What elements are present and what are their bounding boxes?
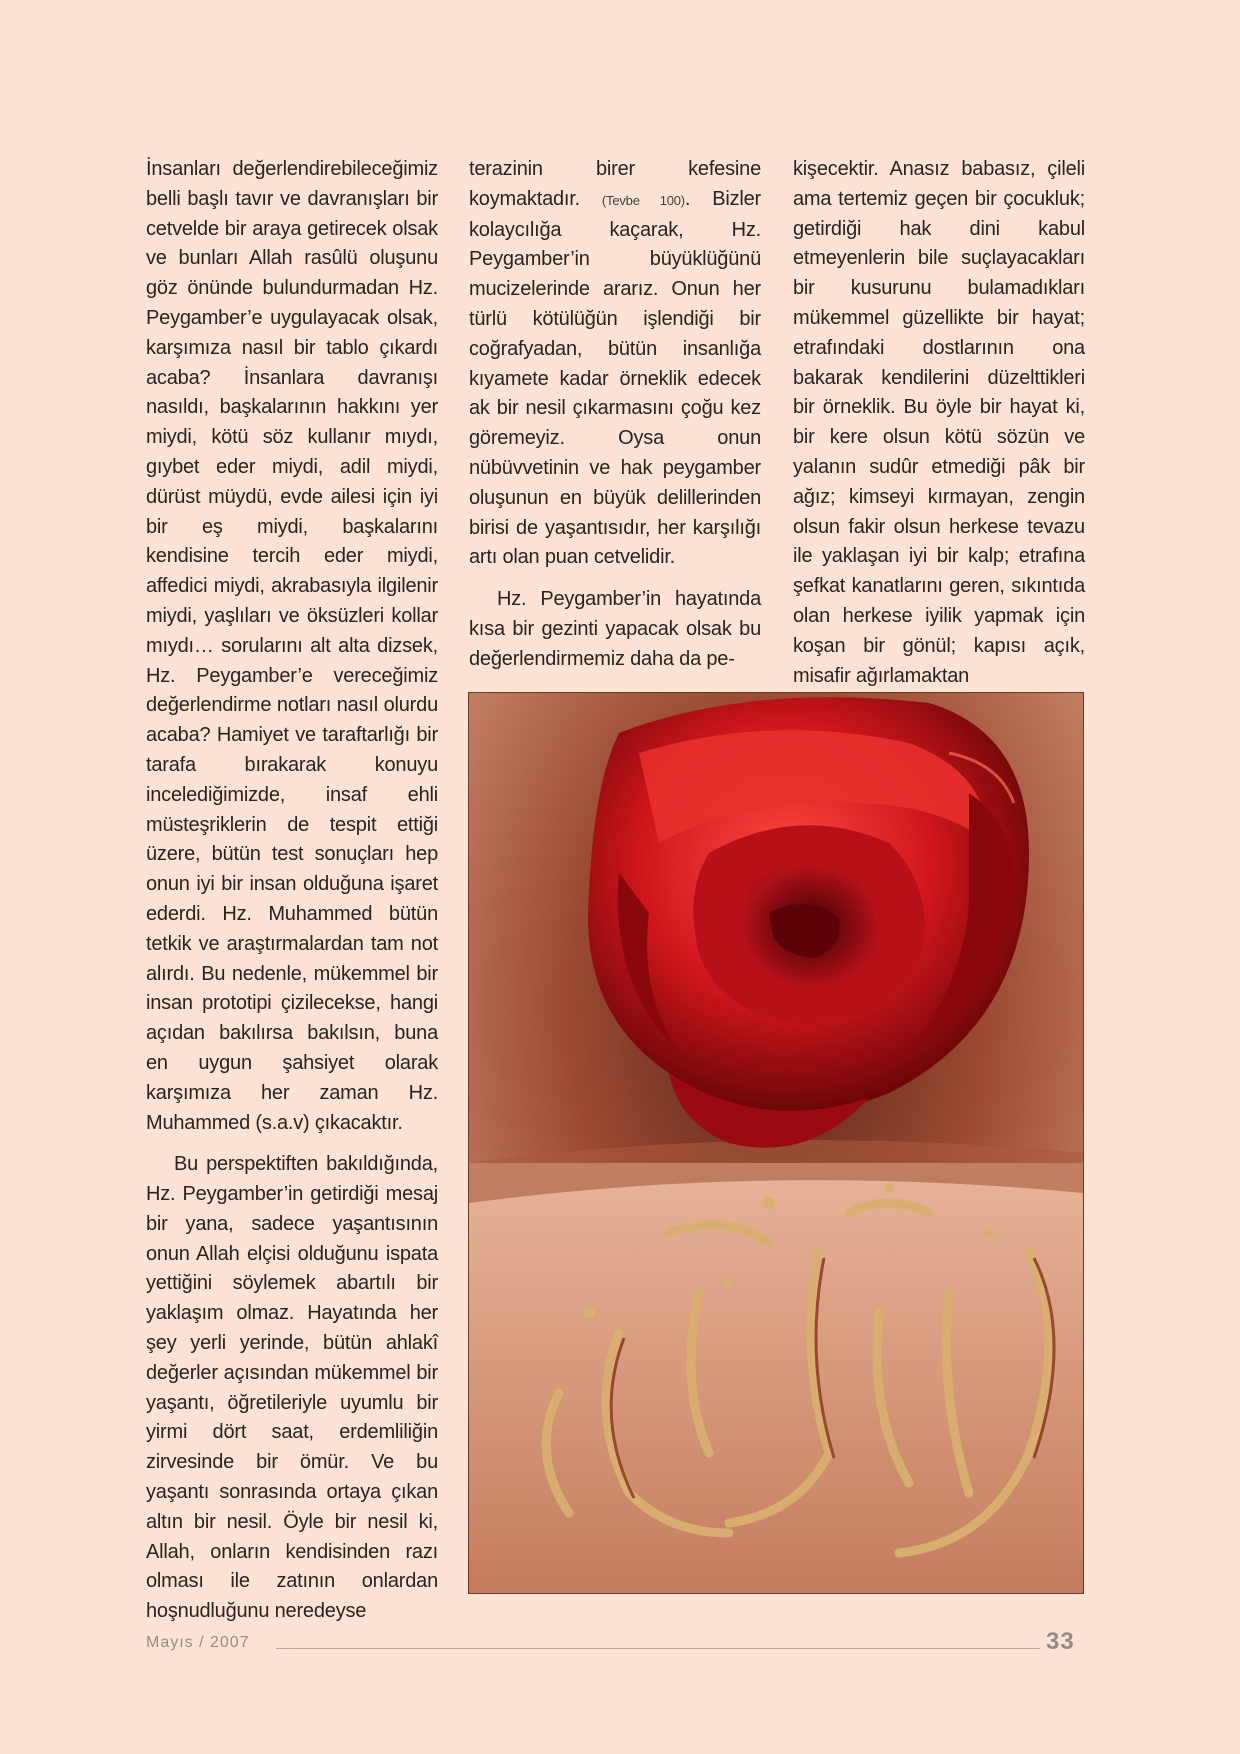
paragraph: Hz. Peygamber’in hayatında kısa bir gezinti yapacak olsak bu değerlendirmemiz daha da pe- (469, 588, 761, 670)
issue-date: Mayıs / 2007 (146, 1634, 250, 1651)
paragraph-text: terazinin birer kefesine koymaktadır. (469, 158, 761, 210)
paragraph: kişecektir. Anasız babasız, çileli ama tertemiz geçen bir çocukluk; getirdiği hak dini kabul etmeyenlerin bile suçlayacakları bir kusurunu bulamadıkları mükemmel güzellikte bir hayat; etrafındaki dostlarının ona bakarak kendilerini düzelttikleri bir örneklik. Bu öyle bir hayat ki, bir kere olsun kötü sözün ve yalanın sudûr etmediği pâk bir ağız; kimseyi kırmayan, zengin olsun fakir olsun herkese tevazu ile yaklaşan iyi bir kalp; etrafına şefkat kanatlarını geren, sıkıntıda olan herkese iyilik yapmak için koşan bir gönül; kapısı açık, misafir ağırlamaktan (793, 158, 1085, 687)
rose-icon (469, 693, 1083, 1593)
text-column-1 (146, 155, 438, 1639)
page-number: 33 (1046, 1628, 1075, 1655)
paragraph-text: . Bizler kolaycılığa kaçarak, Hz. Peygamber’in büyüklüğünü mucizelerinde ararız. Onun her türlü kötülüğün işlendiği bir coğrafyadan, bütün insanlığa kıyamete kadar örneklik edecek ak bir nesil çıkarmasını çoğu kez göremeyiz. Oysa onun nübüvvetinin ve hak peygamber oluşunun en büyük delillerinden birisi de yaşantısıdır, her karşılığı artı olan puan cetvelidir. (469, 187, 762, 569)
paragraph: İnsanları değerlendirebileceğimiz belli başlı tavır ve davranışları bir cetvelde bir araya getirecek olsak ve bunları Allah rasûlü oluşunu göz önünde bulundurmadan Hz. Peygamber’e uygulayacak olsak, karşımıza nasıl bir tablo çıkardı acaba? İnsanlara davranışı nasıldı, başkalarının hakkını yer miydi, kötü söz kullanır mıydı, gıybet eder miydi, adil miydi, dürüst müydü, evde ailesi için iyi bir eş miydi, başkalarını kendisine tercih eder miydi, affedici miydi, akrabasıyla ilgilenir miydi, yaşlıları ve öksüzleri kollar mıydı… sorularını alt alta dizsek, Hz. Peygamber’e vereceğimiz değerlendirme notları nasıl olurdu acaba? Hamiyet ve taraftarlığı bir tarafa bırakarak konuyu incelediğimizde, insaf ehli müsteşriklerin de tespit ettiği üzere, bütün test sonuçları hep onun iyi bir insan olduğuna işaret ederdi. Hz. Muhammed bütün tetkik ve araştırmalardan tam not alırdı. Bu nedenle, mükemmel bir insan prototipi çizilecekse, hangi açıdan bakılırsa bakılsın, buna en uygun şahsiyet olarak karşımıza her zaman Hz. Muhammed (s.a.v) çıkacaktır. (146, 158, 438, 1134)
verse-reference: (Tevbe 100) (601, 192, 685, 208)
rose-calligraphy-image (468, 692, 1084, 1594)
text-column-3 (793, 155, 1085, 703)
paragraph: Bu perspektiften bakıldığında, Hz. Peygamber’in getirdiği mesaj bir yana, sadece yaşantısının onun Allah elçisi olduğunu ispata yettiğini söylemek abartılı bir yaklaşım olmaz. Hayatında her şey yerli yerinde, bütün ahlakî değerler açısından mükemmel bir yaşantı, öğretileriyle uyumlu bir yirmi dört saat, erdemliliğin zirvesinde bir ömür. Ve bu yaşantı sonrasında ortaya çıkan altın bir nesil. Öyle bir nesil ki, Allah, onların kendisinden razı olması ile zatının onlardan hoşnudluğunu neredeyse (146, 1153, 438, 1623)
text-column-2 (469, 155, 761, 687)
footer-divider (276, 1648, 1040, 1649)
paragraph (469, 155, 761, 573)
